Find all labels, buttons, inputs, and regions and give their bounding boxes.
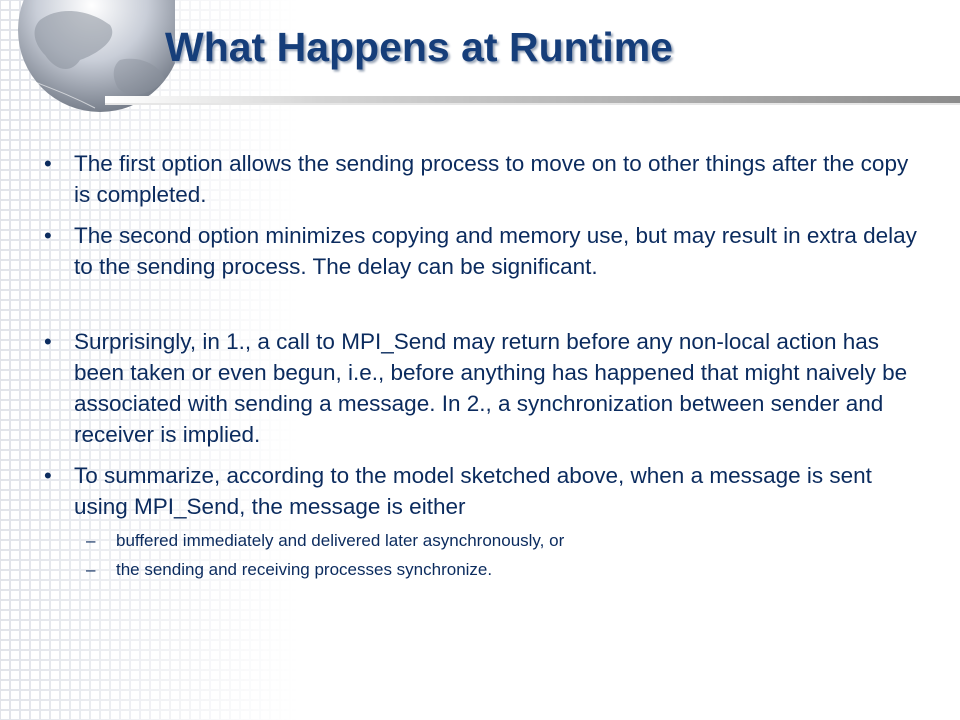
bullet-marker: •	[44, 223, 52, 248]
bullet-item-surprisingly	[44, 326, 924, 450]
sub-bullet-list	[74, 526, 924, 584]
bullet-item-summary	[44, 460, 924, 584]
slide-title: What Happens at Runtime	[165, 24, 673, 70]
bullet-marker: •	[44, 329, 52, 354]
sub-bullet-marker: –	[86, 560, 96, 579]
bullet-item-second-option	[44, 220, 924, 282]
bullet-item-first-option	[44, 148, 924, 210]
bullet-marker: •	[44, 151, 52, 176]
bullet-text: The second option minimizes copying and memory use, but may result in extra delay to the sending process. The delay can be significant.	[74, 223, 917, 279]
title-underline-rule	[105, 94, 960, 105]
sub-bullet-buffered	[74, 526, 924, 555]
slide-body	[44, 148, 924, 594]
sub-bullet-marker: –	[86, 531, 96, 550]
sub-bullet-text: buffered immediately and delivered later asynchronously, or	[116, 531, 565, 550]
bullet-marker: •	[44, 463, 52, 488]
bullet-text: To summarize, according to the model sketched above, when a message is sent using MPI_Send, the message is either	[74, 463, 872, 519]
sub-bullet-synchronize	[74, 555, 924, 584]
sub-bullet-text: the sending and receiving processes synchronize.	[116, 560, 493, 579]
bullet-text: The first option allows the sending process to move on to other things after the copy is completed.	[74, 151, 909, 207]
bullet-list	[44, 148, 924, 584]
bullet-text: Surprisingly, in 1., a call to MPI_Send may return before any non-local action has been taken or even begun, i.e., before anything has happened that might naively be associated with sending a message. In 2., a synchronization between sender and receiver is implied.	[74, 329, 908, 447]
